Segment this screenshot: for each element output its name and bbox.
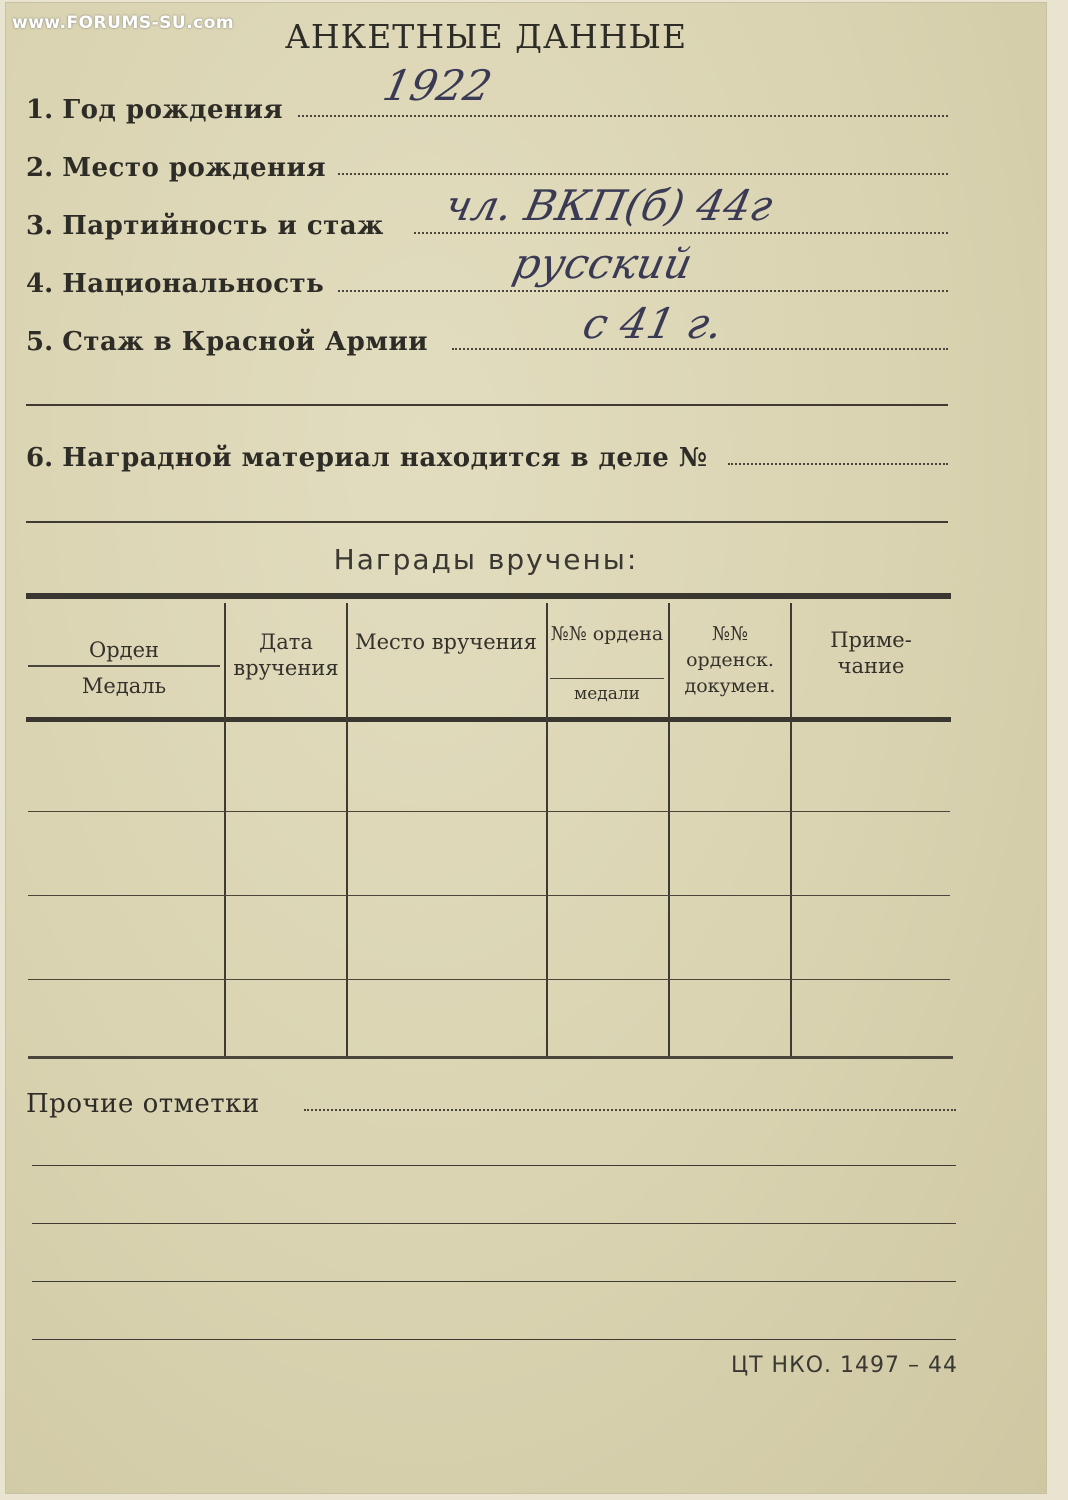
form-code: ЦТ НКО. 1497 – 44 bbox=[731, 1353, 958, 1378]
blank-line bbox=[26, 521, 948, 523]
watermark: www.FORUMS-SU.com bbox=[12, 13, 235, 33]
table-header-rule bbox=[26, 717, 951, 722]
awards-section-title: Награды вручены: bbox=[333, 543, 639, 576]
blank-line bbox=[32, 1165, 956, 1166]
field-line bbox=[298, 115, 948, 117]
header-medal-number: медали bbox=[573, 684, 641, 704]
field-line bbox=[414, 232, 948, 234]
header-note: Приме- чание bbox=[830, 628, 912, 678]
handwritten-army-service: с 41 г. bbox=[578, 299, 728, 348]
field-party: 3. Партийность и стаж bbox=[26, 211, 384, 241]
header-document-number: №№ орденск. докумен. bbox=[684, 623, 776, 697]
field-line bbox=[452, 348, 948, 350]
handwritten-party: чл. ВКП(б) 44г bbox=[440, 181, 778, 230]
field-birth-year: 1. Год рождения bbox=[26, 95, 284, 125]
page-title: АНКЕТНЫЕ ДАННЫЕ bbox=[284, 17, 688, 56]
field-line bbox=[728, 463, 948, 465]
field-nationality: 4. Национальность bbox=[26, 269, 325, 299]
handwritten-nationality: русский bbox=[508, 239, 697, 288]
header-order: Орден bbox=[88, 638, 159, 662]
field-birthplace: 2. Место рождения bbox=[26, 153, 327, 183]
other-notes-label: Прочие отметки bbox=[26, 1089, 260, 1119]
blank-line bbox=[32, 1339, 956, 1340]
field-award-file: 6. Наградной материал находится в деле № bbox=[26, 443, 708, 473]
field-line bbox=[304, 1109, 956, 1111]
header-place: Место вручения bbox=[355, 630, 537, 654]
blank-line bbox=[26, 404, 948, 406]
field-line bbox=[338, 173, 948, 175]
blank-line bbox=[32, 1281, 956, 1282]
table-top-rule bbox=[26, 593, 951, 599]
header-medal: Медаль bbox=[81, 674, 167, 698]
header-date: Дата вручения bbox=[233, 630, 339, 680]
table-bottom-rule bbox=[28, 1056, 953, 1059]
blank-line bbox=[32, 1223, 956, 1224]
field-line bbox=[338, 290, 948, 292]
field-army-service: 5. Стаж в Красной Армии bbox=[26, 327, 429, 357]
handwritten-birth-year: 1922 bbox=[378, 61, 497, 110]
award-card bbox=[6, 3, 1046, 1493]
header-order-number: №№ ордена bbox=[550, 623, 664, 645]
